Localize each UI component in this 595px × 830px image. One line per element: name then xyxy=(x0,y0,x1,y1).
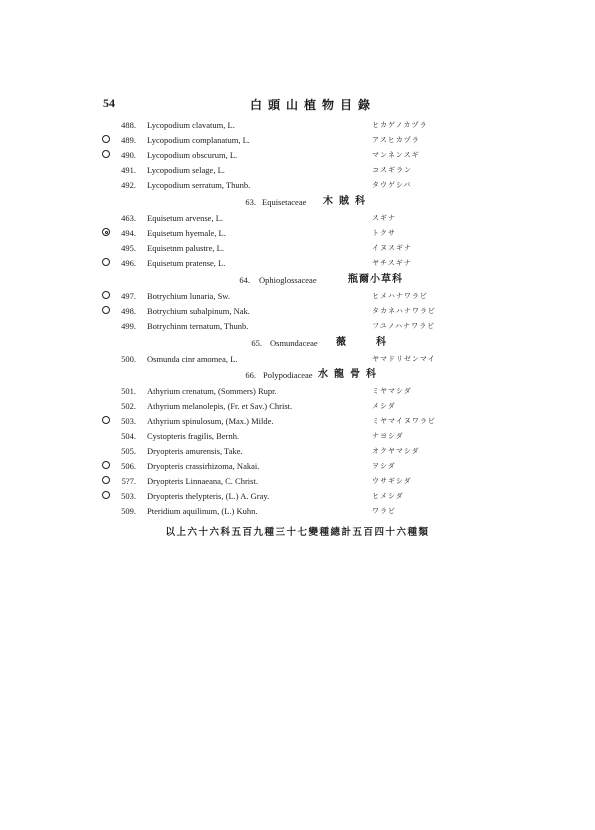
species-number: 503. xyxy=(121,416,136,426)
circle-marker-icon xyxy=(102,476,110,484)
japanese-name: ヤチスギナ xyxy=(372,259,412,267)
species-row xyxy=(0,399,595,413)
family-heading xyxy=(0,272,595,288)
japanese-name: マンネンスギ xyxy=(372,151,420,159)
species-number: 495. xyxy=(121,243,136,253)
japanese-name: ヲシダ xyxy=(372,462,396,470)
japanese-name: フユノハナワラビ xyxy=(372,322,436,330)
japanese-name: ヒカゲノカヅラ xyxy=(372,121,428,129)
species-row xyxy=(0,414,595,428)
family-latin-name: Osmundaceae xyxy=(270,338,318,348)
species-name: Equisetum arvense, L. xyxy=(147,213,224,223)
page-number: 54 xyxy=(103,96,115,110)
species-number: 490. xyxy=(121,150,136,160)
family-latin-name: Equisetaceae xyxy=(262,197,307,207)
family-latin-name: Polypodiaceae xyxy=(263,370,313,380)
species-number: 491. xyxy=(121,165,136,175)
japanese-name: ミヤマイヌワラビ xyxy=(372,417,436,425)
species-row xyxy=(0,504,595,518)
species-name: Athyrium crenatum, (Sommers) Rupr. xyxy=(147,386,277,396)
family-latin-name: Ophioglossaceae xyxy=(259,275,317,285)
species-number: 509. xyxy=(121,506,136,516)
family-japanese-name: 薇 科 xyxy=(336,337,396,348)
family-number: 65. xyxy=(251,338,262,348)
japanese-name: ウサギシダ xyxy=(372,477,412,485)
family-number: 64. xyxy=(239,275,250,285)
species-number: 494. xyxy=(121,228,136,238)
species-name: Dryopteris thelypteris, (L.) A. Gray. xyxy=(147,491,270,501)
japanese-name: タウゲシバ xyxy=(372,181,412,189)
japanese-name: ワラビ xyxy=(372,507,396,515)
circle-marker-icon xyxy=(102,258,110,266)
japanese-name: ヒメシダ xyxy=(372,492,404,500)
species-name: Dryopteris amurensis, Take. xyxy=(147,446,243,456)
species-name: Cystopteris fragilis, Bernh. xyxy=(147,431,240,441)
species-name: Dryopteris crassirhizoma, Nakai. xyxy=(147,461,260,471)
species-name: Athyrium spinulosum, (Max.) Milde. xyxy=(147,416,274,426)
species-number: 502. xyxy=(121,401,136,411)
species-name: Lycopodium obscurum, L. xyxy=(147,150,238,160)
species-number: 489. xyxy=(121,135,136,145)
species-number: 499. xyxy=(121,321,136,331)
species-row xyxy=(0,148,595,162)
species-number: 497. xyxy=(121,291,136,301)
species-row xyxy=(0,178,595,192)
species-name: Lycopodium serratum, Thunb. xyxy=(147,180,251,190)
family-heading xyxy=(0,194,595,210)
family-japanese-name: 水龍骨科 xyxy=(318,369,382,380)
species-name: Equisetum pratense, L. xyxy=(147,258,226,268)
japanese-name: ヤマドリゼンマイ xyxy=(372,355,436,363)
running-title: 白頭山植物目錄 xyxy=(250,98,377,112)
species-row xyxy=(0,163,595,177)
family-japanese-name: 木賊科 xyxy=(323,196,371,207)
japanese-name: ミヤマシダ xyxy=(372,387,412,395)
circle-marker-icon xyxy=(102,291,110,299)
species-name: Botrychinm ternatum, Thunb. xyxy=(147,321,249,331)
japanese-name: コスギラン xyxy=(372,166,412,174)
species-row xyxy=(0,474,595,488)
family-number: 63. xyxy=(245,197,256,207)
family-japanese-name: 瓶爾小草科 xyxy=(348,274,403,285)
summary-line: 以上六十六科五百九種三十七變種總計五百四十六種類 xyxy=(165,527,430,538)
species-row xyxy=(0,133,595,147)
family-number: 66. xyxy=(245,370,256,380)
double-circle-marker-icon xyxy=(102,228,110,236)
japanese-name: メシダ xyxy=(372,402,396,410)
species-row xyxy=(0,256,595,270)
circle-marker-icon xyxy=(102,150,110,158)
japanese-name: ナヨシダ xyxy=(372,432,404,440)
species-row xyxy=(0,118,595,132)
circle-marker-icon xyxy=(102,135,110,143)
species-number: 504. xyxy=(121,431,136,441)
species-number: 498. xyxy=(121,306,136,316)
species-name: Lycopodium clavatum, L. xyxy=(147,120,235,130)
species-row xyxy=(0,489,595,503)
species-name: Dryopteris Linnaeana, C. Christ. xyxy=(147,476,258,486)
species-row xyxy=(0,352,595,366)
japanese-name: イヌスギナ xyxy=(372,244,412,252)
species-row xyxy=(0,459,595,473)
species-number: 5?7. xyxy=(121,476,136,486)
species-number: 488. xyxy=(121,120,136,130)
species-row xyxy=(0,226,595,240)
japanese-name: オクヤマシダ xyxy=(372,447,420,455)
species-name: Athyrium melanolepis, (Fr. et Sav.) Christ. xyxy=(147,401,293,411)
species-name: Lycopodium complanatum, L. xyxy=(147,135,250,145)
species-name: Botrychium lunaria, Sw. xyxy=(147,291,231,301)
species-number: 503. xyxy=(121,491,136,501)
page-header xyxy=(0,96,595,112)
japanese-name: アスヒカヅラ xyxy=(372,136,420,144)
family-heading xyxy=(0,335,595,351)
japanese-name: スギナ xyxy=(372,214,396,222)
species-row xyxy=(0,211,595,225)
circle-marker-icon xyxy=(102,306,110,314)
circle-marker-icon xyxy=(102,416,110,424)
species-number: 500. xyxy=(121,354,136,364)
species-row xyxy=(0,444,595,458)
species-number: 506. xyxy=(121,461,136,471)
circle-marker-icon xyxy=(102,461,110,469)
species-number: 505. xyxy=(121,446,136,456)
circle-marker-icon xyxy=(102,491,110,499)
japanese-name: トクサ xyxy=(372,229,396,237)
species-name: Equisetum hyemale, L. xyxy=(147,228,226,238)
species-number: 496. xyxy=(121,258,136,268)
species-row xyxy=(0,241,595,255)
species-name: Lycopodium selage, L. xyxy=(147,165,225,175)
species-row xyxy=(0,319,595,333)
species-row xyxy=(0,384,595,398)
species-row xyxy=(0,429,595,443)
family-heading xyxy=(0,367,595,383)
species-name: Equisetnm palustre, L. xyxy=(147,243,224,253)
japanese-name: タカネハナワラビ xyxy=(372,307,436,315)
species-number: 501. xyxy=(121,386,136,396)
species-number: 492. xyxy=(121,180,136,190)
species-number: 463. xyxy=(121,213,136,223)
species-name: Osmunda cinr amomea, L. xyxy=(147,354,238,364)
species-name: Pteridium aquilinum, (L.) Kuhn. xyxy=(147,506,258,516)
species-row xyxy=(0,289,595,303)
japanese-name: ヒメハナワラビ xyxy=(372,292,428,300)
species-row xyxy=(0,304,595,318)
species-name: Botrychium subalpinum, Nak. xyxy=(147,306,250,316)
